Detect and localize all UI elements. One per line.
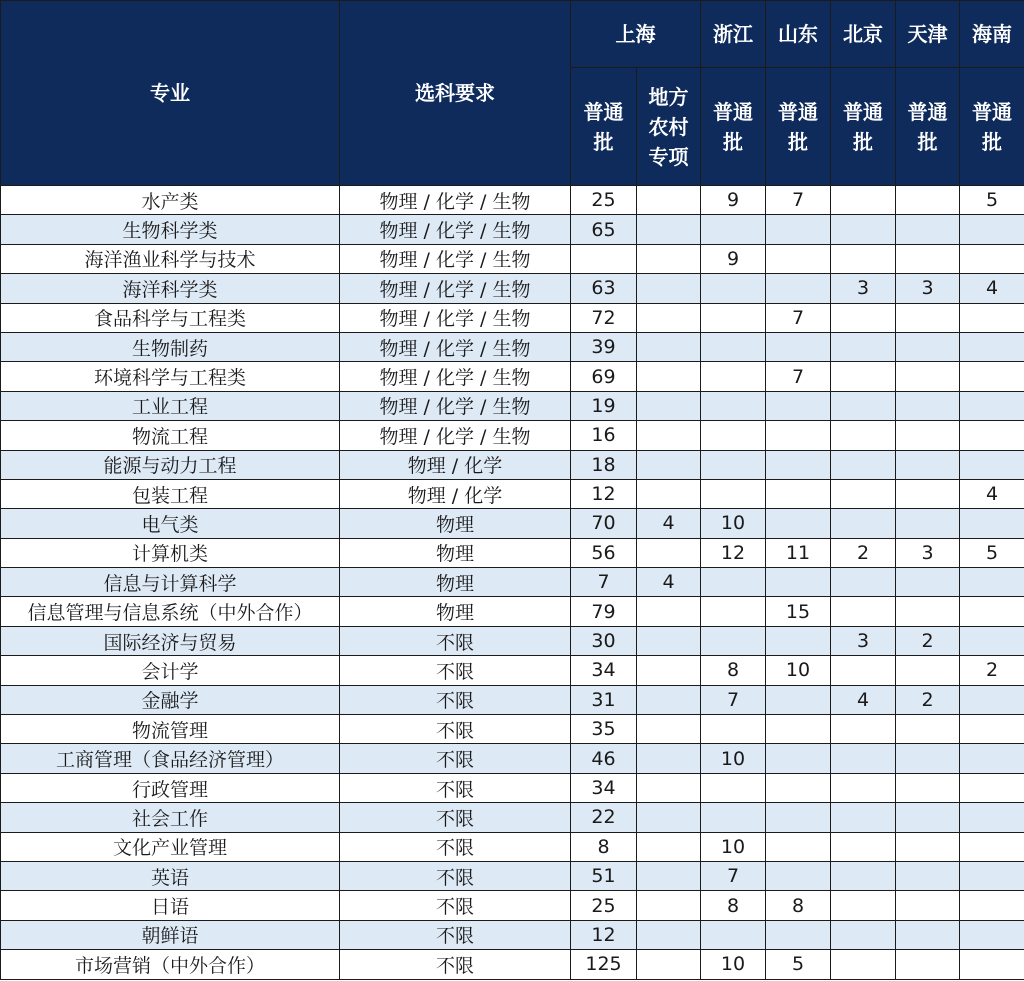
- tianjin-cell: [896, 479, 960, 508]
- subject-requirement-cell: 物理 / 化学 / 生物: [340, 303, 571, 332]
- tianjin-cell: [896, 215, 960, 244]
- shanghai-rural-cell: [637, 274, 701, 303]
- shanghai-regular-cell: 12: [571, 920, 637, 949]
- beijing-cell: [831, 950, 896, 979]
- beijing-cell: [831, 421, 896, 450]
- header-major: 专业: [1, 1, 340, 186]
- hainan-cell: [960, 215, 1024, 244]
- beijing-cell: 4: [831, 685, 896, 714]
- zhejiang-cell: 12: [701, 538, 766, 567]
- table-row: [1, 861, 1024, 890]
- shanghai-rural-cell: [637, 715, 701, 744]
- hainan-cell: [960, 597, 1024, 626]
- beijing-cell: [831, 303, 896, 332]
- shanghai-rural-cell: [637, 421, 701, 450]
- header-region-beijing: 北京: [831, 1, 896, 68]
- major-cell: 会计学: [1, 656, 340, 685]
- header-region-shanghai: 上海: [571, 1, 701, 68]
- subject-requirement-cell: 不限: [340, 773, 571, 802]
- header-region-tianjin: 天津: [896, 1, 960, 68]
- shanghai-regular-cell: 18: [571, 450, 637, 479]
- shanghai-rural-cell: [637, 391, 701, 420]
- shandong-cell: [766, 450, 831, 479]
- zhejiang-cell: 10: [701, 744, 766, 773]
- zhejiang-cell: [701, 362, 766, 391]
- shanghai-rural-cell: [637, 744, 701, 773]
- tianjin-cell: [896, 773, 960, 802]
- shandong-cell: [766, 685, 831, 714]
- tianjin-cell: [896, 920, 960, 949]
- major-cell: 行政管理: [1, 773, 340, 802]
- major-cell: 包装工程: [1, 479, 340, 508]
- hainan-cell: [960, 509, 1024, 538]
- hainan-cell: [960, 920, 1024, 949]
- subject-requirement-cell: 不限: [340, 685, 571, 714]
- hainan-cell: [960, 391, 1024, 420]
- zhejiang-cell: 9: [701, 244, 766, 273]
- shandong-cell: [766, 479, 831, 508]
- zhejiang-cell: [701, 303, 766, 332]
- shandong-cell: [766, 861, 831, 890]
- table-row: [1, 244, 1024, 273]
- hainan-cell: 5: [960, 186, 1024, 215]
- beijing-cell: [831, 450, 896, 479]
- major-cell: 能源与动力工程: [1, 450, 340, 479]
- subheader-shanghai-regular: 普通 批: [571, 68, 637, 186]
- zhejiang-cell: 7: [701, 685, 766, 714]
- shanghai-rural-cell: 4: [637, 568, 701, 597]
- shandong-cell: [766, 803, 831, 832]
- beijing-cell: [831, 832, 896, 861]
- tianjin-cell: [896, 715, 960, 744]
- shanghai-rural-cell: [637, 685, 701, 714]
- shanghai-rural-cell: [637, 920, 701, 949]
- subject-requirement-cell: 物理 / 化学 / 生物: [340, 332, 571, 361]
- shanghai-regular-cell: 46: [571, 744, 637, 773]
- shanghai-regular-cell: 12: [571, 479, 637, 508]
- shanghai-rural-cell: [637, 303, 701, 332]
- shandong-cell: [766, 391, 831, 420]
- shandong-cell: [766, 421, 831, 450]
- major-cell: 食品科学与工程类: [1, 303, 340, 332]
- zhejiang-cell: [701, 920, 766, 949]
- shanghai-regular-cell: 30: [571, 626, 637, 655]
- shandong-cell: [766, 920, 831, 949]
- zhejiang-cell: [701, 597, 766, 626]
- shandong-cell: [766, 509, 831, 538]
- beijing-cell: [831, 803, 896, 832]
- header-region-shandong: 山东: [766, 1, 831, 68]
- table-row: [1, 920, 1024, 949]
- beijing-cell: 3: [831, 626, 896, 655]
- tianjin-cell: 3: [896, 274, 960, 303]
- major-cell: 海洋科学类: [1, 274, 340, 303]
- subject-requirement-cell: 不限: [340, 803, 571, 832]
- beijing-cell: [831, 186, 896, 215]
- table-row: [1, 950, 1024, 979]
- shandong-cell: [766, 568, 831, 597]
- table-row: [1, 568, 1024, 597]
- table-body: [1, 186, 1024, 980]
- hainan-cell: 4: [960, 274, 1024, 303]
- beijing-cell: [831, 891, 896, 920]
- subject-requirement-cell: 物理 / 化学: [340, 450, 571, 479]
- shanghai-rural-cell: [637, 773, 701, 802]
- hainan-cell: [960, 685, 1024, 714]
- table-row: [1, 715, 1024, 744]
- table-row: [1, 538, 1024, 567]
- shanghai-regular-cell: 79: [571, 597, 637, 626]
- table-row: [1, 362, 1024, 391]
- hainan-cell: 4: [960, 479, 1024, 508]
- subject-requirement-cell: 物理 / 化学 / 生物: [340, 391, 571, 420]
- shandong-cell: [766, 215, 831, 244]
- tianjin-cell: [896, 421, 960, 450]
- shanghai-regular-cell: 35: [571, 715, 637, 744]
- table-row: [1, 685, 1024, 714]
- hainan-cell: [960, 744, 1024, 773]
- hainan-cell: [960, 626, 1024, 655]
- hainan-cell: [960, 715, 1024, 744]
- shanghai-regular-cell: [571, 244, 637, 273]
- tianjin-cell: 3: [896, 538, 960, 567]
- table-row: [1, 450, 1024, 479]
- major-cell: 海洋渔业科学与技术: [1, 244, 340, 273]
- shanghai-rural-cell: [637, 891, 701, 920]
- zhejiang-cell: [701, 773, 766, 802]
- major-cell: 生物科学类: [1, 215, 340, 244]
- tianjin-cell: [896, 303, 960, 332]
- shanghai-regular-cell: 70: [571, 509, 637, 538]
- beijing-cell: [831, 597, 896, 626]
- zhejiang-cell: 7: [701, 861, 766, 890]
- major-cell: 计算机类: [1, 538, 340, 567]
- shanghai-rural-cell: [637, 479, 701, 508]
- zhejiang-cell: 9: [701, 186, 766, 215]
- tianjin-cell: [896, 950, 960, 979]
- zhejiang-cell: 8: [701, 656, 766, 685]
- table-row: [1, 274, 1024, 303]
- table-row: [1, 421, 1024, 450]
- shandong-cell: [766, 244, 831, 273]
- tianjin-cell: [896, 803, 960, 832]
- shanghai-regular-cell: 22: [571, 803, 637, 832]
- table-row: [1, 773, 1024, 802]
- zhejiang-cell: [701, 715, 766, 744]
- tianjin-cell: [896, 186, 960, 215]
- subheader-hainan-regular: 普通 批: [960, 68, 1024, 186]
- shanghai-rural-cell: [637, 450, 701, 479]
- table-row: [1, 832, 1024, 861]
- shandong-cell: [766, 274, 831, 303]
- subject-requirement-cell: 物理: [340, 568, 571, 597]
- major-cell: 信息与计算科学: [1, 568, 340, 597]
- hainan-cell: [960, 568, 1024, 597]
- zhejiang-cell: [701, 803, 766, 832]
- shanghai-regular-cell: 34: [571, 773, 637, 802]
- shandong-cell: 10: [766, 656, 831, 685]
- shanghai-regular-cell: 39: [571, 332, 637, 361]
- major-cell: 工商管理（食品经济管理）: [1, 744, 340, 773]
- shanghai-regular-cell: 63: [571, 274, 637, 303]
- shanghai-regular-cell: 125: [571, 950, 637, 979]
- shanghai-regular-cell: 8: [571, 832, 637, 861]
- tianjin-cell: [896, 362, 960, 391]
- shandong-cell: [766, 626, 831, 655]
- shanghai-regular-cell: 31: [571, 685, 637, 714]
- zhejiang-cell: [701, 450, 766, 479]
- shanghai-regular-cell: 7: [571, 568, 637, 597]
- shanghai-rural-cell: [637, 538, 701, 567]
- tianjin-cell: [896, 891, 960, 920]
- beijing-cell: [831, 656, 896, 685]
- shanghai-regular-cell: 72: [571, 303, 637, 332]
- subject-requirement-cell: 不限: [340, 950, 571, 979]
- shanghai-rural-cell: [637, 803, 701, 832]
- shanghai-regular-cell: 51: [571, 861, 637, 890]
- hainan-cell: [960, 891, 1024, 920]
- hainan-cell: 2: [960, 656, 1024, 685]
- table-row: [1, 626, 1024, 655]
- zhejiang-cell: [701, 626, 766, 655]
- shanghai-regular-cell: 65: [571, 215, 637, 244]
- hainan-cell: [960, 773, 1024, 802]
- subject-requirement-cell: 物理: [340, 538, 571, 567]
- header-subject-requirement: 选科要求: [340, 1, 571, 186]
- subject-requirement-cell: 物理 / 化学 / 生物: [340, 362, 571, 391]
- shandong-cell: [766, 744, 831, 773]
- tianjin-cell: [896, 244, 960, 273]
- shanghai-rural-cell: [637, 950, 701, 979]
- shanghai-rural-cell: [637, 332, 701, 361]
- beijing-cell: 2: [831, 538, 896, 567]
- subheader-beijing-regular: 普通 批: [831, 68, 896, 186]
- shanghai-rural-cell: [637, 186, 701, 215]
- shanghai-rural-cell: [637, 861, 701, 890]
- shanghai-regular-cell: 25: [571, 891, 637, 920]
- beijing-cell: [831, 391, 896, 420]
- shandong-cell: 8: [766, 891, 831, 920]
- major-cell: 社会工作: [1, 803, 340, 832]
- beijing-cell: [831, 479, 896, 508]
- subheader-shanghai-rural: 地方 农村 专项: [637, 68, 701, 186]
- major-cell: 市场营销（中外合作）: [1, 950, 340, 979]
- subheader-zhejiang-regular: 普通 批: [701, 68, 766, 186]
- table-row: [1, 303, 1024, 332]
- hainan-cell: [960, 861, 1024, 890]
- zhejiang-cell: 10: [701, 950, 766, 979]
- subheader-tianjin-regular: 普通 批: [896, 68, 960, 186]
- zhejiang-cell: [701, 479, 766, 508]
- shanghai-rural-cell: [637, 626, 701, 655]
- table-row: [1, 891, 1024, 920]
- major-cell: 日语: [1, 891, 340, 920]
- subject-requirement-cell: 不限: [340, 715, 571, 744]
- shandong-cell: 7: [766, 303, 831, 332]
- beijing-cell: [831, 568, 896, 597]
- shanghai-regular-cell: 19: [571, 391, 637, 420]
- major-cell: 物流管理: [1, 715, 340, 744]
- subject-requirement-cell: 物理: [340, 509, 571, 538]
- beijing-cell: [831, 715, 896, 744]
- subject-requirement-cell: 物理 / 化学: [340, 479, 571, 508]
- major-cell: 英语: [1, 861, 340, 890]
- subject-requirement-cell: 不限: [340, 861, 571, 890]
- tianjin-cell: 2: [896, 626, 960, 655]
- shanghai-rural-cell: [637, 362, 701, 391]
- zhejiang-cell: [701, 568, 766, 597]
- table-row: [1, 332, 1024, 361]
- subheader-shandong-regular: 普通 批: [766, 68, 831, 186]
- beijing-cell: [831, 509, 896, 538]
- table-row: [1, 391, 1024, 420]
- zhejiang-cell: [701, 391, 766, 420]
- hainan-cell: [960, 303, 1024, 332]
- shanghai-rural-cell: 4: [637, 509, 701, 538]
- shanghai-regular-cell: 56: [571, 538, 637, 567]
- tianjin-cell: [896, 450, 960, 479]
- tianjin-cell: [896, 744, 960, 773]
- subject-requirement-cell: 不限: [340, 626, 571, 655]
- tianjin-cell: 2: [896, 685, 960, 714]
- subject-requirement-cell: 不限: [340, 920, 571, 949]
- shandong-cell: 7: [766, 186, 831, 215]
- shanghai-rural-cell: [637, 215, 701, 244]
- zhejiang-cell: [701, 421, 766, 450]
- hainan-cell: [960, 450, 1024, 479]
- tianjin-cell: [896, 656, 960, 685]
- shanghai-regular-cell: 34: [571, 656, 637, 685]
- major-cell: 电气类: [1, 509, 340, 538]
- shandong-cell: 11: [766, 538, 831, 567]
- subject-requirement-cell: 物理 / 化学 / 生物: [340, 421, 571, 450]
- beijing-cell: 3: [831, 274, 896, 303]
- hainan-cell: [960, 421, 1024, 450]
- subject-requirement-cell: 不限: [340, 832, 571, 861]
- beijing-cell: [831, 362, 896, 391]
- beijing-cell: [831, 744, 896, 773]
- major-cell: 物流工程: [1, 421, 340, 450]
- shandong-cell: [766, 715, 831, 744]
- table-row: [1, 186, 1024, 215]
- zhejiang-cell: 8: [701, 891, 766, 920]
- subject-requirement-cell: 不限: [340, 891, 571, 920]
- shandong-cell: [766, 773, 831, 802]
- table-row: [1, 215, 1024, 244]
- zhejiang-cell: [701, 215, 766, 244]
- table-row: [1, 803, 1024, 832]
- beijing-cell: [831, 861, 896, 890]
- header-region-hainan: 海南: [960, 1, 1024, 68]
- header-region-zhejiang: 浙江: [701, 1, 766, 68]
- zhejiang-cell: 10: [701, 832, 766, 861]
- major-cell: 国际经济与贸易: [1, 626, 340, 655]
- tianjin-cell: [896, 861, 960, 890]
- subject-requirement-cell: 物理 / 化学 / 生物: [340, 215, 571, 244]
- tianjin-cell: [896, 391, 960, 420]
- beijing-cell: [831, 244, 896, 273]
- subject-requirement-cell: 物理 / 化学 / 生物: [340, 186, 571, 215]
- shandong-cell: [766, 832, 831, 861]
- hainan-cell: [960, 332, 1024, 361]
- major-cell: 文化产业管理: [1, 832, 340, 861]
- table-row: [1, 509, 1024, 538]
- shandong-cell: 5: [766, 950, 831, 979]
- hainan-cell: [960, 950, 1024, 979]
- zhejiang-cell: [701, 274, 766, 303]
- shanghai-regular-cell: 25: [571, 186, 637, 215]
- shanghai-rural-cell: [637, 597, 701, 626]
- table-row: [1, 656, 1024, 685]
- subject-requirement-cell: 物理 / 化学 / 生物: [340, 274, 571, 303]
- major-cell: 工业工程: [1, 391, 340, 420]
- major-cell: 信息管理与信息系统（中外合作）: [1, 597, 340, 626]
- beijing-cell: [831, 332, 896, 361]
- hainan-cell: [960, 832, 1024, 861]
- shanghai-regular-cell: 16: [571, 421, 637, 450]
- table-row: [1, 744, 1024, 773]
- tianjin-cell: [896, 568, 960, 597]
- major-cell: 朝鲜语: [1, 920, 340, 949]
- major-cell: 生物制药: [1, 332, 340, 361]
- beijing-cell: [831, 920, 896, 949]
- table-row: [1, 597, 1024, 626]
- subject-requirement-cell: 物理 / 化学 / 生物: [340, 244, 571, 273]
- shanghai-rural-cell: [637, 244, 701, 273]
- major-cell: 金融学: [1, 685, 340, 714]
- tianjin-cell: [896, 832, 960, 861]
- shandong-cell: 7: [766, 362, 831, 391]
- shandong-cell: [766, 332, 831, 361]
- subject-requirement-cell: 物理: [340, 597, 571, 626]
- major-cell: 水产类: [1, 186, 340, 215]
- shanghai-regular-cell: 69: [571, 362, 637, 391]
- tianjin-cell: [896, 509, 960, 538]
- tianjin-cell: [896, 332, 960, 361]
- shanghai-rural-cell: [637, 832, 701, 861]
- subject-requirement-cell: 不限: [340, 744, 571, 773]
- hainan-cell: [960, 244, 1024, 273]
- hainan-cell: 5: [960, 538, 1024, 567]
- beijing-cell: [831, 773, 896, 802]
- shandong-cell: 15: [766, 597, 831, 626]
- hainan-cell: [960, 362, 1024, 391]
- hainan-cell: [960, 803, 1024, 832]
- table-row: [1, 479, 1024, 508]
- zhejiang-cell: [701, 332, 766, 361]
- beijing-cell: [831, 215, 896, 244]
- major-cell: 环境科学与工程类: [1, 362, 340, 391]
- zhejiang-cell: 10: [701, 509, 766, 538]
- tianjin-cell: [896, 597, 960, 626]
- shanghai-rural-cell: [637, 656, 701, 685]
- subject-requirement-cell: 不限: [340, 656, 571, 685]
